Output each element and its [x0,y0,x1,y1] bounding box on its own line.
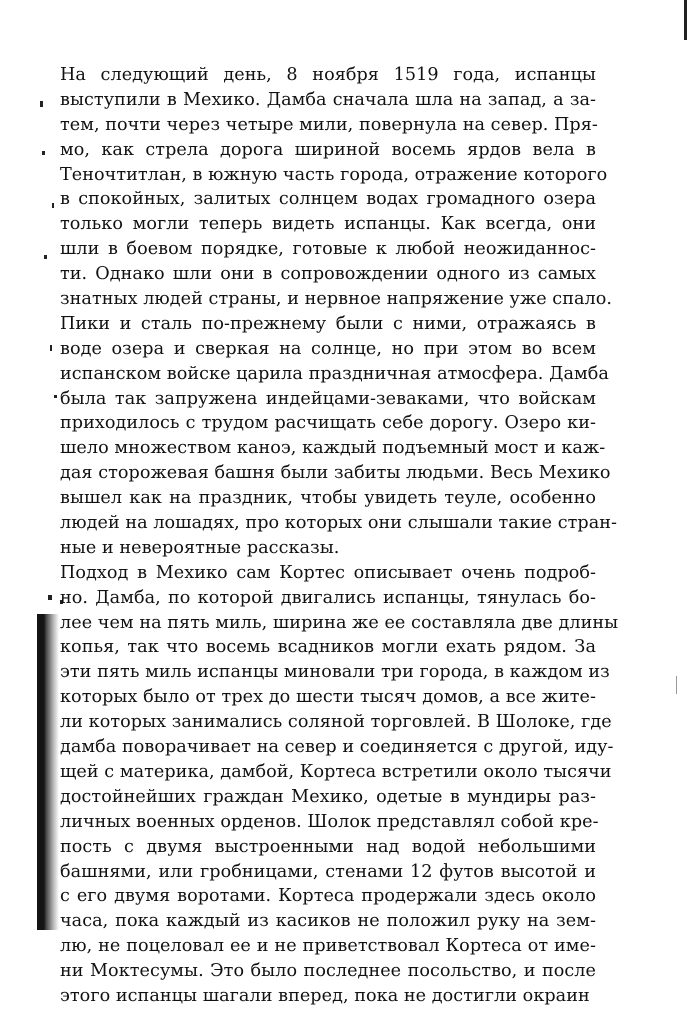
text-line: дамба поворачивает на север и соединяется с другой, иду- [60,737,614,758]
scan-speck [54,395,57,398]
text-line: часа, пока каждый из касиков не положил руку на зем- [60,911,596,932]
body-text [60,63,619,1009]
text-line: воде озера и сверкая на солнце, но при этом во всем [60,338,596,359]
text-line: Подход в Мехико сам Кортес описывает очень подроб- [60,562,596,583]
scan-speck [50,345,52,351]
text-line: лее чем на пять миль, ширина же ее составляла две длины [60,612,619,633]
text-line: Теночтитлан, в южную часть города, отражение которого [60,164,608,185]
text-line: личных военных орденов. Шолок представлял собой кре- [60,811,599,832]
text-line: испанском войске царила праздничная атмосфера. Дамба [60,363,609,384]
text-line: выступили в Мехико. Дамба сначала шла на запад, а за- [60,89,596,110]
text-line: копья, так что восемь всадников могли ехать рядом. За [60,637,596,658]
text-line: Пики и сталь по-прежнему были с ними, отражаясь в [60,313,596,334]
text-line: в спокойных, залитых солнцем водах громадного озера [60,189,596,210]
text-line: ли которых занимались соляной торговлей. В Шолоке, где [60,712,612,733]
text-line: шли в боевом порядке, готовые к любой неожиданнос- [60,239,596,260]
text-line: вышел как на праздник, чтобы увидеть теуле, особенно [60,488,596,509]
scan-edge-glyph [676,676,689,694]
text-line: знатных людей страны, и нервное напряжение уже спало. [60,289,613,310]
text-line: шело множеством каноэ, каждый подъемный мост и каж- [60,438,606,459]
text-line: но. Дамба, по которой двигались испанцы, тянулась бо- [60,587,596,608]
text-line: ти. Однако шли они в сопровождении одного из самых [60,264,596,285]
text-line: достойнейших граждан Мехико, одетые в мундиры раз- [60,786,596,807]
text-line: На следующий день, 8 ноября 1519 года, испанцы [60,65,596,85]
text-line: мо, как стрела дорога шириной восемь ярдов вела в [60,139,596,160]
text-line: щей с материка, дамбой, Кортеса встретили около тысячи [60,761,612,782]
text-line: дая сторожевая башня были забиты людьми. Весь Мехико [60,463,611,484]
text-line: башнями, или гробницами, стенами 12 футов высотой и [60,861,596,882]
binding-shadow [37,614,59,930]
text-line: ни Моктесумы. Это было последнее посольство, и после [60,961,596,982]
text-line: лю, не поцеловал ее и не приветствовал Кортеса от име- [60,936,596,957]
text-line: людей на лошадях, про которых они слышали такие стран- [60,513,618,534]
text-line: ные и невероятные рассказы. [60,537,340,558]
text-line: которых было от трех до шести тысяч домов, а все жите- [60,687,596,708]
text-line: приходилось с трудом расчищать себе дорогу. Озеро ки- [60,413,596,434]
text-line: этого испанцы шагали вперед, пока не достигли окраин [60,985,590,1006]
scan-speck [44,255,47,259]
scan-speck [40,101,43,107]
text-line: была так запружена индейцами-зеваками, что войскам [60,388,596,409]
text-line: тем, почти через четыре мили, повернула на север. Пря- [60,114,598,135]
scan-speck [42,151,45,155]
text-line: только могли теперь видеть испанцы. Как всегда, они [60,214,596,235]
text-line: эти пять миль испанцы миновали три города, в каждом из [60,662,610,683]
text-line: с его двумя воротами. Кортеса продержали здесь около [60,886,596,907]
text-line: пость с двумя выстроенными над водой небольшими [60,836,596,857]
scan-edge-mark [684,0,687,40]
scan-speck [52,203,54,208]
scan-speck [48,595,52,600]
